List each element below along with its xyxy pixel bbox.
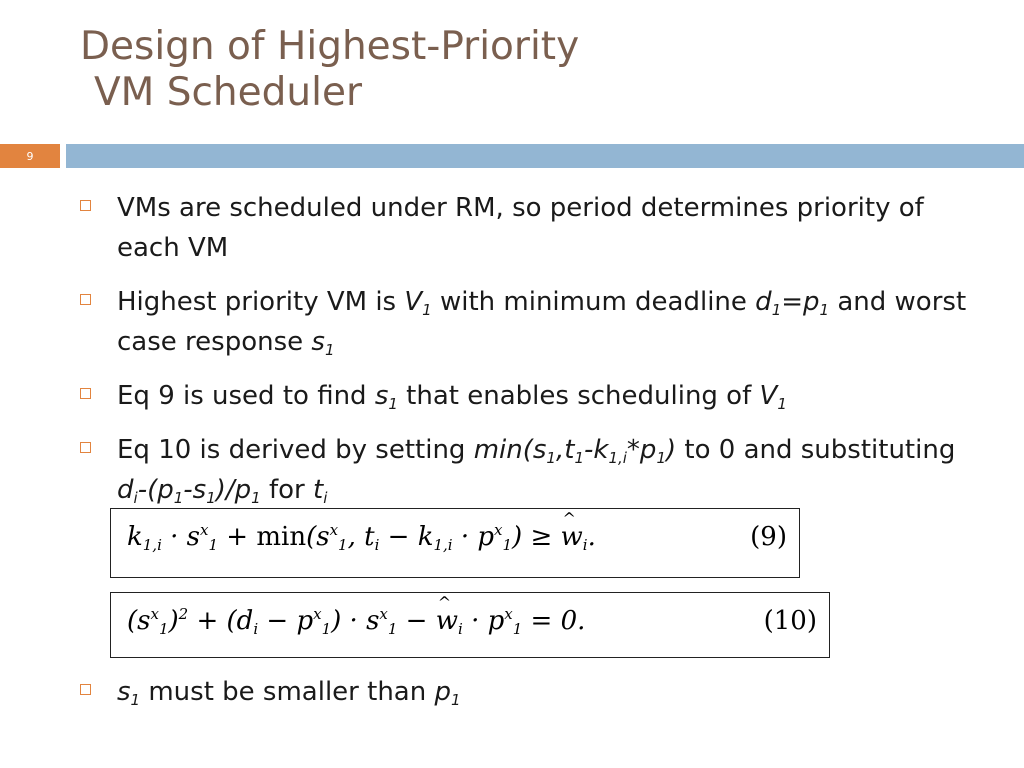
bullet-square-icon [80,684,91,695]
bullet-square-icon [80,200,91,211]
bullet-item-1 [80,188,980,268]
equation-9-box [110,508,800,578]
bullet-item-3 [80,376,980,416]
bullet-square-icon [80,294,91,305]
bullet-item-5 [80,672,980,712]
bullet-text: Eq 9 is used to find $s_1$ that enables scheduling of $V_1$ [117,381,787,413]
equation-9-expression: $k_{1,i} \cdot s^x_1 + \min(s^x_1$, $t_i - k_{1,i} \cdot p^x_1$) ≥ ^ $w_i$. [127,522,596,552]
equation-10-box [110,592,830,658]
bullet-square-icon [80,442,91,453]
bullet-list [80,188,980,524]
slide-title [80,24,980,116]
equation-9-number: (9) [750,522,787,552]
bullet-square-icon [80,388,91,399]
bullet-list-bottom [80,672,980,726]
bullet-text: Eq 10 is derived by setting $\min(s_1,t_1-k_{1,i}*p_1)$ to 0 and substituting $d_i-(p_1-s_1)/p_1$ for $t_i$ [117,435,956,507]
bullet-text: Highest priority VM is $V_1$ with minimum deadline $d_1=p_1$ and worst case response $s_1$ [117,287,967,359]
bullet-item-4 [80,430,980,510]
slide-number: 9 [0,144,60,168]
header-divider-bar [66,144,1024,168]
title-line-1: Design of Highest-Priority [80,24,580,69]
bullet-text: VMs are scheduled under RM, so period determines priority of each VM [117,193,924,263]
equation-10-number: (10) [763,606,817,636]
equation-10-expression: $(s^x_1)^2 + (d_i - p^x_1) \cdot s^x_1$ − ^ $w_i \cdot p^x_1 = 0$. [127,606,585,636]
title-line-2: VM Scheduler [94,70,362,115]
bullet-text: $s_1$ must be smaller than $p_1$ [117,677,461,709]
bullet-item-2 [80,282,980,362]
